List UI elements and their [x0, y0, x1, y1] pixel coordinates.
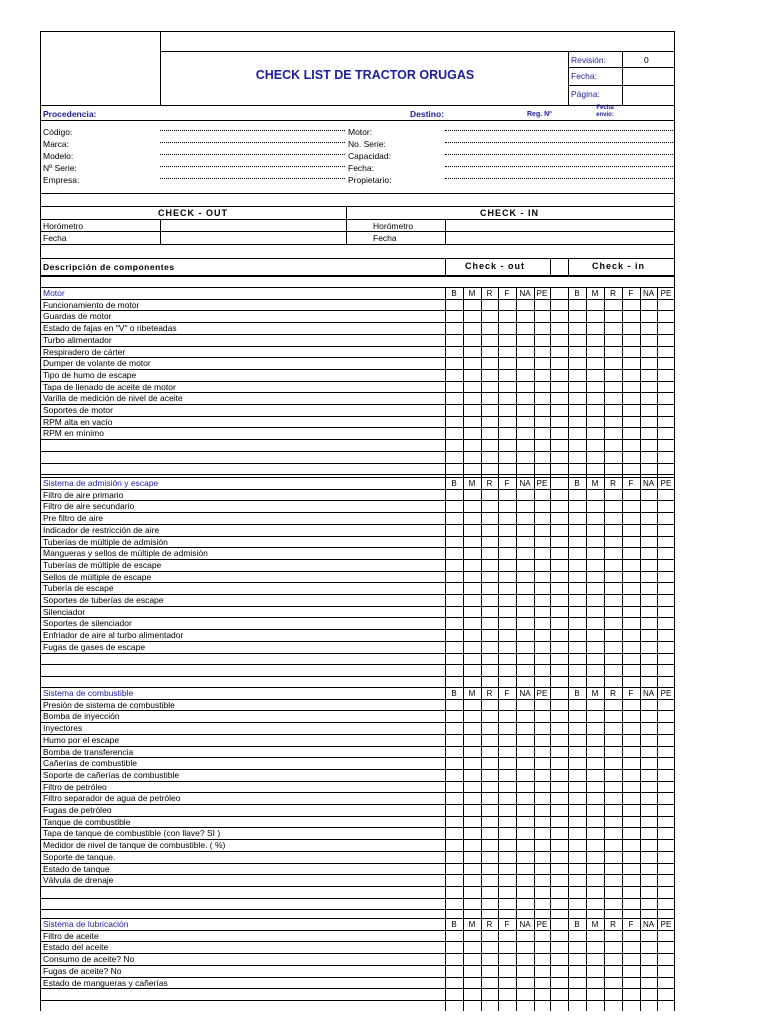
grade-in-r: R [610, 288, 616, 298]
grade-in-b: B [574, 478, 580, 488]
row-line [40, 653, 675, 654]
grade-out-f: F [504, 288, 510, 298]
grid-col-out [498, 477, 499, 687]
grade-out-f: F [504, 919, 510, 929]
grade-in-pe: PE [660, 688, 672, 698]
row-line [40, 489, 675, 490]
grid-col-out [550, 477, 551, 687]
grid-col-in [657, 477, 658, 687]
item-label: Inyectores [43, 723, 83, 734]
spacer-line [40, 258, 675, 259]
item-label: Soportes de silenciador [43, 618, 132, 629]
item-label: Filtro separador de agua de petróleo [43, 793, 181, 804]
row-line [40, 606, 675, 607]
revision-label: Revisión: [571, 55, 606, 65]
item-label: Fugas de aceite? No [43, 965, 122, 976]
row-line [40, 346, 675, 347]
row-line [40, 734, 675, 735]
grid-col-out [481, 477, 482, 687]
row-line [40, 617, 675, 618]
grid-col-out [534, 477, 535, 687]
grade-out-b: B [451, 919, 457, 929]
grid-col-in [586, 687, 587, 918]
grid-col-out [498, 918, 499, 1011]
grade-in-f: F [628, 288, 634, 298]
grid-col-in [586, 918, 587, 1011]
info-label: Marca: [43, 139, 69, 149]
row-line [40, 463, 675, 464]
grade-out-na: NA [519, 688, 531, 698]
item-label: Indicador de restricción de aire [43, 524, 160, 535]
page-title: CHECK LIST DE TRACTOR ORUGAS [255, 68, 475, 82]
check-line-2 [40, 231, 675, 232]
grade-out-m: M [468, 288, 476, 298]
grid-col-in [604, 687, 605, 918]
grade-in-f: F [628, 919, 634, 929]
grade-in-r: R [610, 919, 616, 929]
rev-line-2 [568, 85, 675, 86]
section-title: Sistema de admisión y escape [43, 477, 159, 488]
item-label: Pre filtro de aire [43, 513, 103, 524]
info-field[interactable] [445, 166, 673, 167]
item-label: Fugas de petróleo [43, 805, 112, 815]
fecha-out-label: Fecha [43, 233, 67, 243]
item-label: Filtro de petróleo [43, 781, 107, 792]
grid-col-out [534, 918, 535, 1011]
horometro-out-field[interactable] [160, 219, 161, 244]
row-line [40, 988, 675, 989]
item-label: Humo por el escape [43, 734, 120, 745]
comp-divider-2 [550, 258, 551, 275]
grade-out-r: R [486, 478, 493, 488]
row-line [40, 334, 675, 335]
comp-divider-1 [445, 258, 446, 275]
row-line [40, 930, 675, 931]
section-title: Sistema de lubricación [43, 918, 129, 929]
check-out-label: CHECK - OUT [158, 208, 228, 218]
grid-col-out [534, 287, 535, 477]
info-field[interactable] [160, 166, 345, 167]
row-line [40, 898, 675, 899]
grid-col-out [550, 287, 551, 477]
grade-out-r: R [486, 688, 493, 698]
row-line [40, 1000, 675, 1001]
fecha-envio-label: Fecha envío: [596, 105, 614, 118]
grid-col-out [498, 687, 499, 918]
info-label: Código: [43, 127, 73, 137]
item-label: Enfriador de aire al turbo alimentador [43, 630, 184, 641]
grid-col-out [516, 287, 517, 477]
grade-out-na: NA [519, 919, 531, 929]
header-top-line [160, 51, 675, 52]
grade-out-b: B [451, 288, 457, 298]
item-label: Varilla de medición de nivel de aceite [43, 393, 183, 404]
grid-col-out [550, 918, 551, 1011]
grid-col-out [481, 287, 482, 477]
grid-col-out [516, 918, 517, 1011]
check-line-1 [40, 219, 675, 220]
grade-in-pe: PE [660, 288, 672, 298]
grid-col-in [657, 287, 658, 477]
item-label: Filtro de aceite [43, 930, 99, 941]
info-label: Propietario: [348, 175, 392, 185]
components-bottom-line [40, 275, 675, 277]
grid-col-out [445, 287, 446, 477]
item-label: Bomba de inyección [43, 711, 120, 722]
info-label: Motor: [348, 127, 373, 137]
section-title: Sistema de combustible [43, 687, 134, 698]
grade-in-na: NA [642, 688, 655, 698]
grid-col-in [568, 287, 569, 477]
grade-out-m: M [468, 919, 476, 929]
item-label: Silenciador [43, 606, 86, 617]
row-line [40, 746, 675, 747]
grid-col-out [445, 918, 446, 1011]
item-label: Estado del aceite [43, 942, 109, 953]
components-check-in: Check - in [592, 261, 646, 271]
grade-out-f: F [504, 478, 510, 488]
horometro-in-field[interactable] [445, 219, 446, 244]
destino-label: Destino: [410, 109, 444, 119]
info-label: Empresa: [43, 175, 80, 185]
row-line [40, 886, 675, 887]
grade-out-b: B [451, 688, 457, 698]
row-line [40, 722, 675, 723]
row-line [40, 816, 675, 817]
info-field[interactable] [160, 142, 345, 143]
row-line [40, 804, 675, 805]
check-mid-divider [346, 206, 347, 244]
item-label: Consumo de aceite? No [43, 954, 135, 965]
grid-col-in [640, 477, 641, 687]
grid-col-in [586, 287, 587, 477]
fecha-in-label: Fecha [373, 233, 397, 243]
grid-col-in [568, 477, 569, 687]
grid-col-out [481, 918, 482, 1011]
components-check-out: Check - out [465, 261, 526, 271]
procedencia-bottom-line [40, 120, 675, 121]
item-label: Estado de mangueras y cañerías [43, 977, 168, 988]
item-label: Sellos de múltiple de escape [43, 571, 152, 582]
components-title: Descripción de componentes [43, 262, 175, 272]
grade-out-m: M [468, 688, 476, 698]
grade-in-na: NA [642, 478, 655, 488]
grid-col-in [604, 287, 605, 477]
grade-in-pe: PE [660, 919, 672, 929]
grid-col-in [622, 687, 623, 918]
section-title: Motor [43, 287, 65, 298]
info-label: Fecha: [348, 163, 374, 173]
row-line [40, 451, 675, 452]
grade-in-m: M [591, 288, 599, 298]
row-line [40, 965, 675, 966]
row-line [40, 474, 675, 475]
grade-out-na: NA [519, 288, 531, 298]
info-field[interactable] [445, 142, 673, 143]
grade-out-pe: PE [536, 478, 548, 488]
item-label: Turbo alimentador [43, 334, 112, 345]
procedencia-label: Procedencia: [43, 109, 97, 119]
grade-in-b: B [574, 688, 580, 698]
horometro-out-label: Horómetro [43, 221, 84, 231]
grid-col-in [586, 477, 587, 687]
grid-col-out [463, 687, 464, 918]
grid-col-out [534, 687, 535, 918]
row-line [40, 287, 675, 288]
item-label: RPM en mínimo [43, 428, 104, 439]
item-label: Tuberías de múltiple de escape [43, 559, 162, 570]
grid-col-in [657, 918, 658, 1011]
info-label: Capacidad: [348, 151, 392, 161]
grade-in-f: F [628, 688, 634, 698]
row-line [40, 909, 675, 910]
grid-col-out [516, 477, 517, 687]
row-line [40, 416, 675, 417]
row-line [40, 863, 675, 864]
grid-col-in [622, 477, 623, 687]
grid-col-in [622, 918, 623, 1011]
item-label: Tubería de escape [43, 583, 114, 594]
info-field[interactable] [160, 154, 345, 155]
grid-col-out [463, 287, 464, 477]
info-field[interactable] [160, 130, 345, 131]
grid-col-out [445, 687, 446, 918]
item-label: Tipo de humo de escape [43, 369, 137, 380]
reg-label: Reg. Nº [527, 111, 552, 118]
grade-out-pe: PE [536, 919, 548, 929]
grade-in-na: NA [642, 919, 655, 929]
row-line [40, 500, 675, 501]
grade-in-pe: PE [660, 478, 672, 488]
item-label: Soporte de tanque. [43, 851, 116, 862]
grade-out-b: B [451, 478, 457, 488]
rev-line-1 [568, 67, 675, 68]
grid-col-out [550, 687, 551, 918]
grid-col-out [463, 477, 464, 687]
grade-in-r: R [610, 688, 616, 698]
item-label: Dumper de volante de motor [43, 358, 151, 369]
row-line [40, 310, 675, 311]
grid-col-in [657, 687, 658, 918]
row-line [40, 404, 675, 405]
row-line [40, 918, 675, 919]
grid-col-out [516, 687, 517, 918]
grid-col-in [568, 687, 569, 918]
row-line [40, 781, 675, 782]
item-label: Estado de fajas en "V" o ribeteadas [43, 323, 177, 334]
row-line [40, 582, 675, 583]
comp-divider-3 [568, 258, 569, 275]
grade-in-b: B [574, 288, 580, 298]
row-line [40, 874, 675, 875]
item-label: Respiradero de cárter [43, 346, 126, 357]
row-line [40, 710, 675, 711]
row-line [40, 477, 675, 478]
grade-out-r: R [486, 919, 493, 929]
grid-col-in [604, 477, 605, 687]
grade-out-f: F [504, 688, 510, 698]
item-label: Válvula de drenaje [43, 875, 114, 886]
grade-out-m: M [468, 478, 476, 488]
info-label: Modelo: [43, 151, 74, 161]
row-line [40, 664, 675, 665]
grid-col-in [604, 918, 605, 1011]
grade-in-r: R [610, 478, 616, 488]
grid-col-out [445, 477, 446, 687]
grid-col-out [463, 918, 464, 1011]
grid-col-in [640, 918, 641, 1011]
item-label: Medidor de nivel de tanque de combustible. ( %) [43, 840, 226, 851]
info-field[interactable] [445, 130, 673, 131]
grade-out-na: NA [519, 478, 531, 488]
item-label: Soporte de cañerías de combustible [43, 769, 180, 780]
item-label: Filtro de aire primario [43, 489, 124, 500]
item-label: Mangueras y sellos de múltiple de admisión [43, 548, 208, 559]
item-label: Fugas de gases de escape [43, 641, 146, 652]
check-line-3 [40, 244, 675, 245]
grade-out-pe: PE [536, 688, 548, 698]
info-field[interactable] [445, 154, 673, 155]
item-label: Guardas de motor [43, 311, 112, 322]
checklist-sheet [40, 31, 675, 1011]
grid-col-out [481, 687, 482, 918]
grid-col-in [640, 687, 641, 918]
grid-col-out [498, 287, 499, 477]
item-label: Soportes de tuberías de escape [43, 595, 164, 605]
item-label: Tuberías de múltiple de admisión [43, 536, 168, 547]
row-line [40, 851, 675, 852]
grade-out-pe: PE [536, 288, 548, 298]
item-label: RPM alta en vacío [43, 416, 113, 427]
horometro-in-label: Horómetro [373, 221, 414, 231]
info-field[interactable] [160, 178, 345, 179]
item-label: Estado de tanque [43, 863, 110, 874]
item-label: Soportes de motor [43, 405, 113, 415]
check-in-label: CHECK - IN [480, 208, 539, 218]
row-line [40, 439, 675, 440]
row-line [40, 676, 675, 677]
item-label: Tanque de combustible [43, 816, 131, 827]
item-label: Cañerías de combustible [43, 758, 138, 769]
grid-col-in [622, 287, 623, 477]
grid-col-in [568, 918, 569, 1011]
item-label: Filtro de aire secundario [43, 501, 135, 512]
row-line [40, 512, 675, 513]
grade-out-r: R [486, 288, 493, 298]
rev-value-divider [622, 51, 623, 106]
info-bottom-line [40, 193, 675, 194]
row-line [40, 953, 675, 954]
revision-value: 0 [644, 55, 649, 65]
pagina-label: Página: [571, 89, 600, 99]
grade-in-m: M [591, 688, 599, 698]
fecha-header-label: Fecha: [571, 71, 597, 81]
row-line [40, 427, 675, 428]
item-label: Presión de sistema de combustible [43, 699, 175, 710]
info-label: No. Serie: [348, 139, 386, 149]
row-line [40, 941, 675, 942]
header-bottom-line [40, 105, 675, 106]
info-field[interactable] [445, 178, 673, 179]
grade-in-f: F [628, 478, 634, 488]
check-top-line [40, 206, 675, 207]
grade-in-m: M [591, 478, 599, 488]
item-label: Funcionamiento de motor [43, 299, 140, 310]
grid-col-in [640, 287, 641, 477]
item-label: Bomba de transferencia [43, 746, 134, 757]
grade-in-na: NA [642, 288, 655, 298]
info-label: Nº Serie: [43, 163, 77, 173]
item-label: Tapa de tanque de combustible (con llave? SI ) [43, 828, 221, 839]
row-line [40, 687, 675, 688]
item-label: Tapa de llenado de aceite de motor [43, 381, 176, 392]
grade-in-m: M [591, 919, 599, 929]
grade-in-b: B [574, 919, 580, 929]
